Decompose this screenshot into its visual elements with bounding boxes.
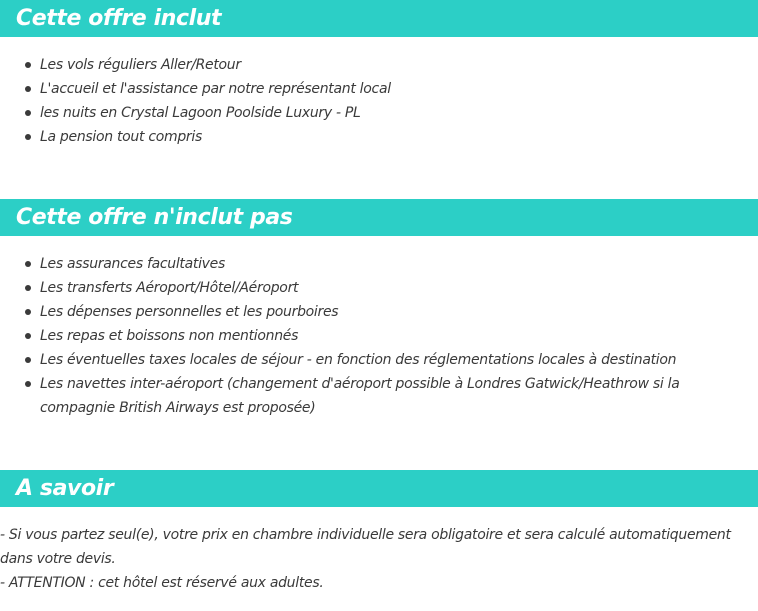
bullet-icon — [25, 134, 31, 140]
list-item — [0, 324, 758, 348]
list-item-text: Les vols réguliers Aller/Retour — [40, 57, 241, 73]
list-item-text: Les transferts Aéroport/Hôtel/Aéroport — [40, 280, 299, 296]
bullet-icon — [25, 261, 31, 267]
bullet-icon — [25, 357, 31, 363]
list-item — [0, 348, 758, 372]
list-item — [0, 101, 758, 125]
info-line-adults-only: - ATTENTION : cet hôtel est réservé aux adultes. — [0, 575, 324, 591]
not-included-list — [0, 252, 758, 420]
list-item-text: Les repas et boissons non mentionnés — [40, 328, 299, 344]
bullet-icon — [25, 309, 31, 315]
to-know-text — [0, 523, 758, 595]
bullet-icon — [25, 62, 31, 68]
list-item — [0, 53, 758, 77]
included-list — [0, 53, 758, 149]
list-item-text: Les assurances facultatives — [40, 256, 225, 272]
list-item — [0, 252, 758, 276]
list-item-text: Les dépenses personnelles et les pourboires — [40, 304, 339, 320]
bullet-icon — [25, 381, 31, 387]
list-item-text: Les navettes inter-aéroport (changement d'aéroport possible à Londres Gatwick/Heathrow si la compagnie British Airways est proposée) — [40, 376, 680, 416]
list-item — [0, 276, 758, 300]
list-item — [0, 77, 758, 101]
list-item-text: Les éventuelles taxes locales de séjour - en fonction des réglementations locales à destination — [40, 352, 677, 368]
list-item-text: La pension tout compris — [40, 129, 202, 145]
list-item-text: les nuits en Crystal Lagoon Poolside Luxury - PL — [40, 105, 361, 121]
included-section-title: Cette offre inclut — [16, 5, 222, 31]
info-line-single-traveler: - Si vous partez seul(e), votre prix en chambre individuelle sera obligatoire et sera calculé automatiquement dans votre devis. — [0, 527, 731, 567]
bullet-icon — [25, 333, 31, 339]
not-included-section-title: Cette offre n'inclut pas — [16, 204, 293, 230]
bullet-icon — [25, 110, 31, 116]
list-item — [0, 125, 758, 149]
bullet-icon — [25, 86, 31, 92]
to-know-section-header — [0, 470, 758, 507]
list-item — [0, 372, 758, 420]
not-included-section-header — [0, 199, 758, 236]
list-item-text: L'accueil et l'assistance par notre représentant local — [40, 81, 391, 97]
list-item — [0, 300, 758, 324]
to-know-section-title: A savoir — [16, 475, 114, 501]
included-section-header — [0, 0, 758, 37]
bullet-icon — [25, 285, 31, 291]
